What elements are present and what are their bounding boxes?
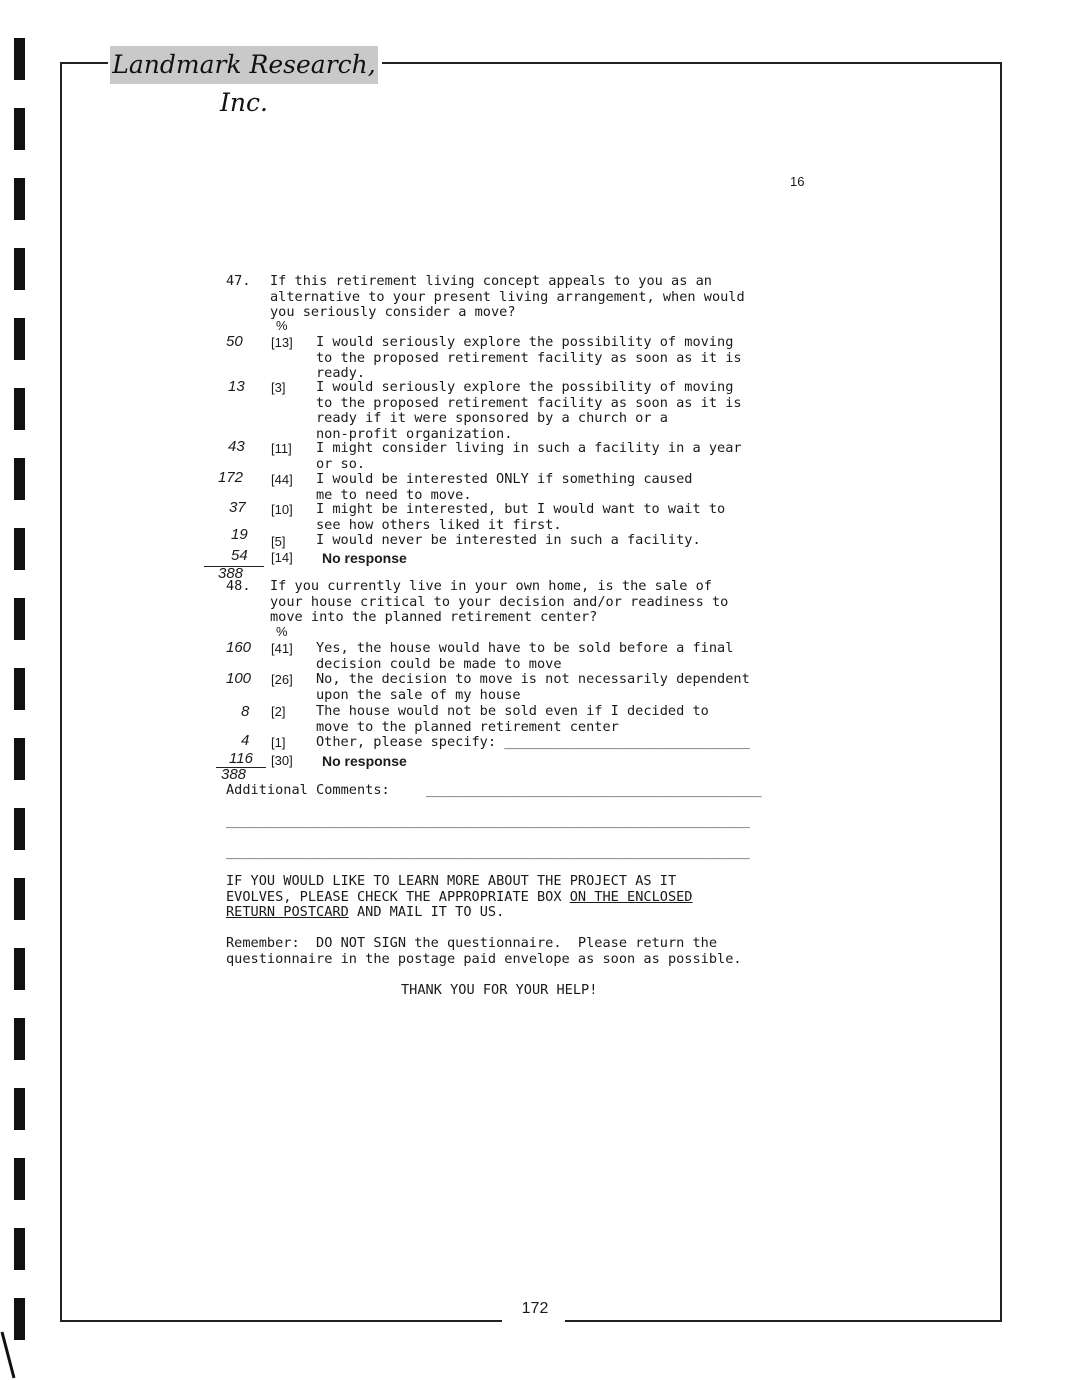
option-text-line: Yes, the house would have to be sold before a final <box>316 640 734 656</box>
binder-hole <box>14 1158 25 1200</box>
response-count: 13 <box>228 378 245 395</box>
binder-hole <box>14 668 25 710</box>
binder-hole <box>14 808 25 850</box>
response-count: 4 <box>241 732 250 749</box>
option-handwritten: No response <box>322 550 407 566</box>
response-percent: [11] <box>271 441 292 456</box>
option-text-line: I might be interested, but I would want to wait to <box>316 501 726 517</box>
notice-underlined-text: ON THE ENCLOSED <box>569 888 693 905</box>
option-text-line: non-profit organization. <box>316 425 513 442</box>
binder-hole <box>14 1018 25 1060</box>
response-percent: [26] <box>271 672 293 687</box>
binder-hole <box>14 458 25 500</box>
response-count: 43 <box>228 438 245 455</box>
binder-hole <box>14 388 25 430</box>
page-number-bottom: 172 <box>521 1300 549 1317</box>
comment-line[interactable]: _________________________________________ <box>426 782 762 798</box>
page-number-top: 16 <box>790 174 805 189</box>
binder-hole <box>14 248 25 290</box>
notice-text: AND MAIL IT TO US. <box>348 904 505 920</box>
response-percent: [3] <box>271 380 286 395</box>
option-text-line: I would never be interested in such a facility. <box>316 532 701 548</box>
option-handwritten: No response <box>322 753 407 769</box>
frame-border <box>60 62 62 1320</box>
response-count: 54 <box>231 547 248 564</box>
option-text-line: to the proposed retirement facility as soon as it is <box>316 349 742 366</box>
binder-hole <box>14 1228 25 1270</box>
binder-hole <box>14 38 25 80</box>
question-text-line: you seriously consider a move? <box>270 304 516 320</box>
comment-line[interactable]: ________________________________________________________________ <box>226 813 750 829</box>
frame-border <box>565 1320 1002 1322</box>
question-text-line: alternative to your present living arrangement, when would <box>270 288 745 305</box>
response-percent: [5] <box>271 534 286 549</box>
question-text-line: move into the planned retirement center? <box>270 609 598 625</box>
response-count: 19 <box>231 526 248 543</box>
response-percent: [13] <box>271 335 293 350</box>
binder-hole <box>14 528 25 570</box>
option-text-line: Other, please specify: ______________________________ <box>316 734 750 750</box>
response-percent: [1] <box>271 735 286 750</box>
response-count: 116 <box>229 750 253 767</box>
option-text-line: I would be interested ONLY if something caused <box>316 471 693 487</box>
question-number: 48. <box>226 578 251 594</box>
notice-text: EVOLVES, PLEASE CHECK THE APPROPRIATE BOX <box>226 888 570 905</box>
thank-you-text: THANK YOU FOR YOUR HELP! <box>401 982 598 998</box>
binder-hole <box>14 878 25 920</box>
response-count: 37 <box>229 499 246 516</box>
percent-header: % <box>276 624 288 639</box>
percent-header: % <box>276 318 288 333</box>
response-count: 172 <box>218 469 244 486</box>
option-text-line: see how others liked it first. <box>316 516 562 533</box>
question-text-line: your house critical to your decision and/or readiness to <box>270 593 729 610</box>
option-text-line: ready. <box>316 365 366 381</box>
comments-label: Additional Comments: <box>226 782 390 798</box>
notice-line <box>226 890 693 906</box>
binder-hole <box>14 738 25 780</box>
binder-hole <box>14 598 25 640</box>
response-count: 8 <box>241 703 250 720</box>
binder-hole <box>14 948 25 990</box>
question-text-line: If you currently live in your own home, is the sale of <box>270 578 712 594</box>
response-percent: [44] <box>271 472 293 487</box>
remember-line: questionnaire in the postage paid envelope as soon as possible. <box>226 950 742 967</box>
notice-line <box>226 905 504 921</box>
company-logo: Landmark Research, Inc. <box>110 46 378 84</box>
response-percent: [41] <box>271 641 293 656</box>
option-text-line: ready if it were sponsored by a church or a <box>316 410 668 426</box>
response-percent: [30] <box>271 753 293 768</box>
frame-border <box>60 1320 502 1322</box>
comment-line[interactable]: ________________________________________________________________ <box>226 844 750 860</box>
binder-hole <box>14 108 25 150</box>
frame-border <box>60 62 108 64</box>
remember-line: Remember: DO NOT SIGN the questionnaire. Please return the <box>226 935 718 951</box>
frame-border <box>382 62 1002 64</box>
option-text-line: me to need to move. <box>316 486 472 503</box>
frame-border <box>1000 62 1002 1320</box>
option-text-line: or so. <box>316 455 366 472</box>
option-text-line: I would seriously explore the possibility of moving <box>316 334 734 350</box>
response-percent: [2] <box>271 704 286 719</box>
option-text-line: No, the decision to move is not necessarily dependent <box>316 671 750 687</box>
option-text-line: to the proposed retirement facility as soon as it is <box>316 394 742 411</box>
response-total: 388 <box>218 565 244 582</box>
binder-hole <box>14 178 25 220</box>
option-text-line: I might consider living in such a facility in a year <box>316 440 742 456</box>
binder-hole <box>14 1088 25 1130</box>
question-text-line: If this retirement living concept appeals to you as an <box>270 273 712 289</box>
response-count: 160 <box>226 639 252 656</box>
response-percent: [14] <box>271 550 293 565</box>
option-text-line: move to the planned retirement center <box>316 718 619 735</box>
response-count: 100 <box>226 670 252 687</box>
option-text-line: I would seriously explore the possibility of moving <box>316 379 734 395</box>
option-text-line: decision could be made to move <box>316 655 562 672</box>
scan-edge-mark <box>0 1330 30 1380</box>
option-text-line: upon the sale of my house <box>316 686 521 703</box>
question-number: 47. <box>226 273 251 289</box>
notice-line: IF YOU WOULD LIKE TO LEARN MORE ABOUT THE PROJECT AS IT <box>226 873 677 889</box>
binder-hole <box>14 318 25 360</box>
notice-underlined-text: RETURN POSTCARD <box>226 904 349 920</box>
response-percent: [10] <box>271 502 293 517</box>
response-total: 388 <box>221 766 247 783</box>
option-text-line: The house would not be sold even if I decided to <box>316 703 709 719</box>
response-count: 50 <box>226 333 243 350</box>
